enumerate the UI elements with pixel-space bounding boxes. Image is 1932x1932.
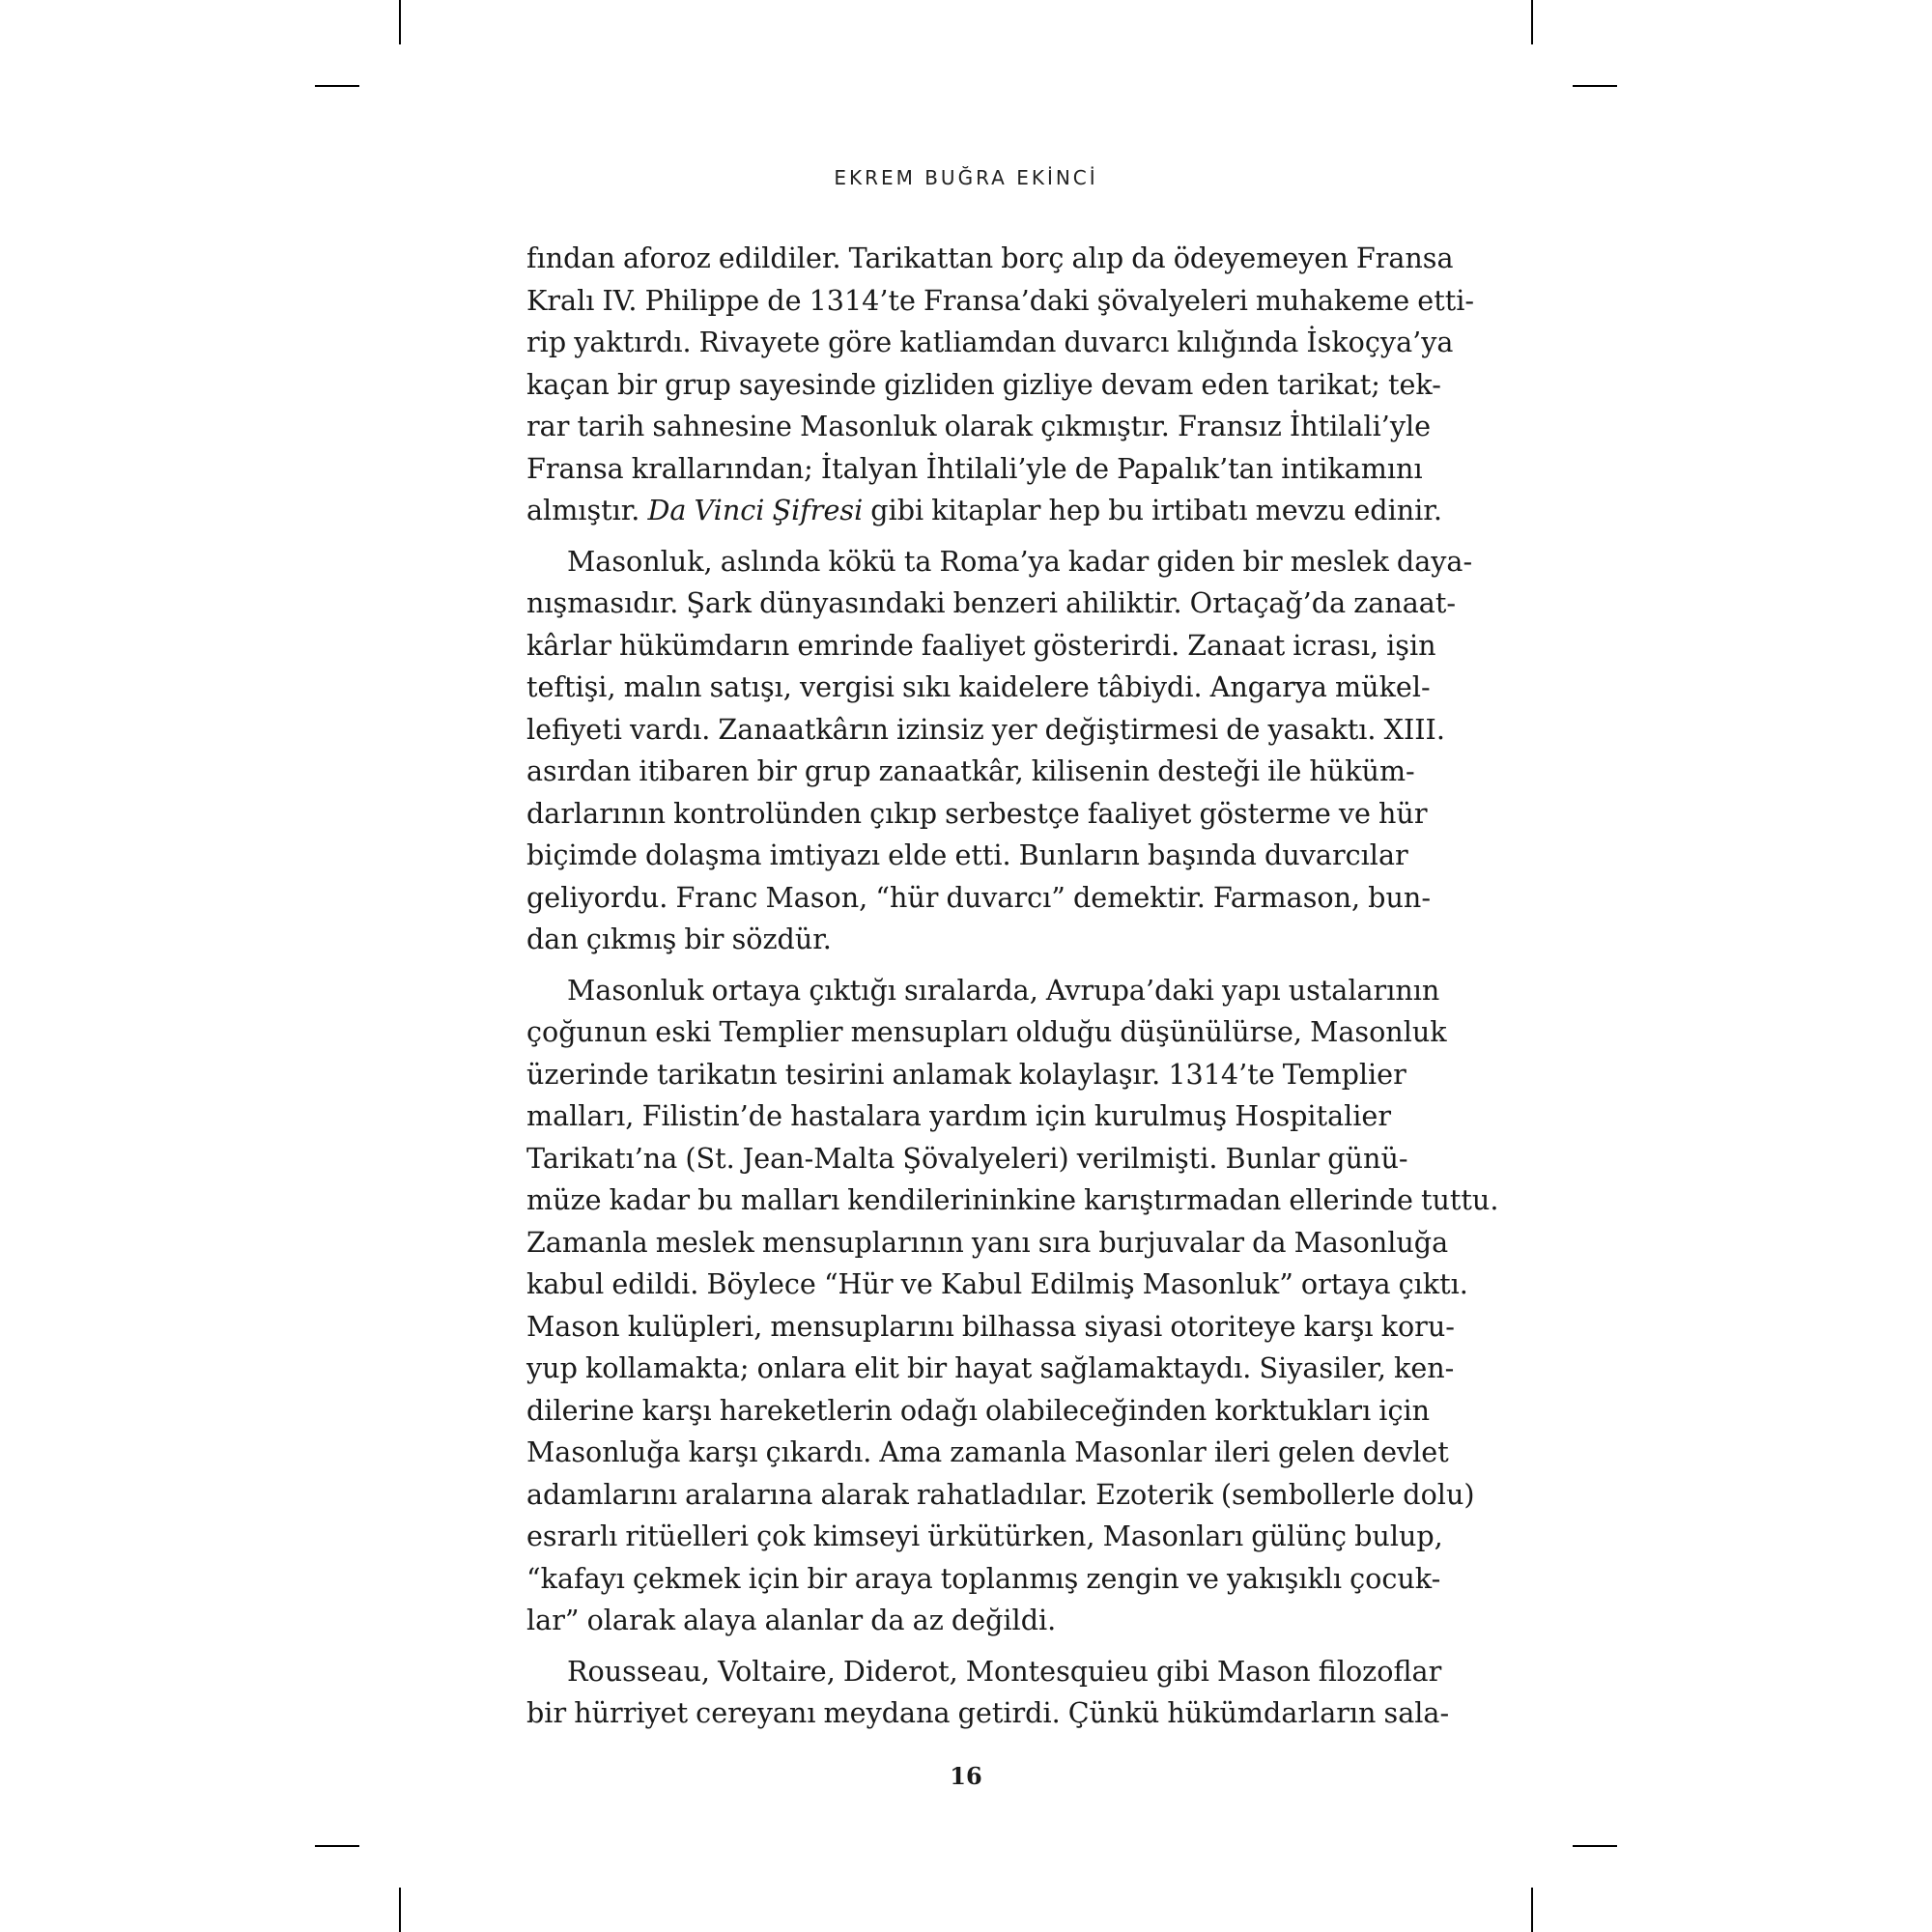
text-line: Kralı IV. Philippe de 1314’te Fransa’daki şövalyeleri muhakeme etti-	[526, 283, 1475, 317]
text-line: çoğunun eski Templier mensupları olduğu düşünülürse, Masonluk	[526, 1015, 1447, 1048]
paragraph-2	[526, 541, 1473, 961]
text-line: dan çıkmış bir sözdür.	[526, 923, 832, 955]
text-segment: gibi kitaplar hep bu irtibatı mevzu edinir.	[863, 494, 1442, 526]
text-line: “kafayı çekmek için bir araya toplanmış zengin ve yakışıklı çocuk-	[526, 1561, 1441, 1595]
text-line: kabul edildi. Böylece “Hür ve Kabul Edilmiş Masonluk” ortaya çıktı.	[526, 1267, 1468, 1300]
paragraph-4	[526, 1651, 1450, 1735]
text-line: Zamanla meslek mensuplarının yanı sıra burjuvalar da Masonluğa	[526, 1225, 1449, 1259]
crop-mark-bottom-right-vertical	[1531, 1888, 1533, 1932]
crop-mark-bottom-right-horizontal	[1573, 1845, 1617, 1847]
text-line: müze kadar bu malları kendilerininkine karıştırmadan ellerinde tuttu.	[526, 1183, 1499, 1216]
text-line: asırdan itibaren bir grup zanaatkâr, kilisenin desteği ile hüküm-	[526, 754, 1415, 787]
text-line: rip yaktırdı. Rivayete göre katliamdan duvarcı kılığında İskoçya’ya	[526, 326, 1454, 358]
text-line: adamlarını aralarına alarak rahatladılar. Ezoterik (sembollerle dolu)	[526, 1477, 1475, 1511]
text-line: yup kollamakta; onlara elit bir hayat sağlamaktaydı. Siyasiler, ken-	[526, 1351, 1455, 1384]
crop-mark-top-right-vertical	[1531, 0, 1533, 44]
text-line: lar” olarak alaya alanlar da az değildi.	[526, 1604, 1057, 1636]
text-line: Fransa krallarından; İtalyan İhtilali’yle de Papalık’tan intikamını	[526, 451, 1423, 485]
crop-mark-top-right-horizontal	[1573, 85, 1617, 87]
book-title-italic: Da Vinci Şifresi	[647, 494, 864, 526]
body-text	[526, 238, 1499, 1744]
text-line	[526, 490, 1442, 532]
text-line: rar tarih sahnesine Masonluk olarak çıkmıştır. Fransız İhtilali’yle	[526, 410, 1432, 442]
text-line: lefiyeti vardı. Zanaatkârın izinsiz yer değiştirmesi de yasaktı. XIII.	[526, 712, 1445, 746]
running-head: EKREM BUĞRA EKİNCİ	[834, 166, 1098, 189]
text-line: nışmasıdır. Şark dünyasındaki benzeri ahiliktir. Ortaçağ’da zanaat-	[526, 586, 1456, 619]
text-line: fından aforoz edildiler. Tarikattan borç alıp da ödeyemeyen Fransa	[526, 242, 1454, 274]
text-line: kaçan bir grup sayesinde gizliden gizliye devam eden tarikat; tek-	[526, 367, 1441, 401]
text-line: esrarlı ritüelleri çok kimseyi ürkütürken, Masonları gülünç bulup,	[526, 1520, 1443, 1552]
text-line: Rousseau, Voltaire, Diderot, Montesquieu gibi Mason filozoflar	[567, 1654, 1442, 1688]
crop-mark-bottom-left-vertical	[399, 1888, 401, 1932]
text-line: bir hürriyet cereyanı meydana getirdi. Çünkü hükümdarların sala-	[526, 1696, 1450, 1729]
text-line: Tarikatı’na (St. Jean-Malta Şövalyeleri) verilmişti. Bunlar günü-	[526, 1141, 1408, 1175]
text-line: darlarının kontrolünden çıkıp serbestçe faaliyet gösterme ve hür	[526, 796, 1428, 830]
crop-mark-top-left-horizontal	[315, 85, 359, 87]
text-line: Mason kulüpleri, mensuplarını bilhassa siyasi otoriteye karşı koru-	[526, 1309, 1455, 1343]
paragraph-3	[526, 970, 1499, 1642]
paragraph-1	[526, 238, 1475, 532]
text-segment: almıştır.	[526, 494, 648, 526]
text-line: Masonluk ortaya çıktığı sıralarda, Avrupa’daki yapı ustalarının	[567, 973, 1440, 1007]
crop-mark-bottom-left-horizontal	[315, 1845, 359, 1847]
text-line: Masonluk, aslında kökü ta Roma’ya kadar giden bir meslek daya-	[567, 544, 1473, 578]
text-line: teftişi, malın satışı, vergisi sıkı kaidelere tâbiydi. Angarya mükel-	[526, 670, 1431, 703]
crop-mark-top-left-vertical	[399, 0, 401, 44]
text-line: üzerinde tarikatın tesirini anlamak kolaylaşır. 1314’te Templier	[526, 1057, 1406, 1091]
text-line: biçimde dolaşma imtiyazı elde etti. Bunların başında duvarcılar	[526, 838, 1408, 871]
text-line: kârlar hükümdarın emrinde faaliyet gösterirdi. Zanaat icrası, işin	[526, 628, 1436, 662]
text-line: Masonluğa karşı çıkardı. Ama zamanla Masonlar ileri gelen devlet	[526, 1435, 1449, 1468]
text-line: malları, Filistin’de hastalara yardım için kurulmuş Hospitalier	[526, 1099, 1391, 1132]
text-line: dilerine karşı hareketlerin odağı olabileceğinden korktukları için	[526, 1393, 1431, 1427]
text-line: geliyordu. Franc Mason, “hür duvarcı” demektir. Farmason, bun-	[526, 880, 1431, 914]
page-number: 16	[950, 1762, 982, 1790]
